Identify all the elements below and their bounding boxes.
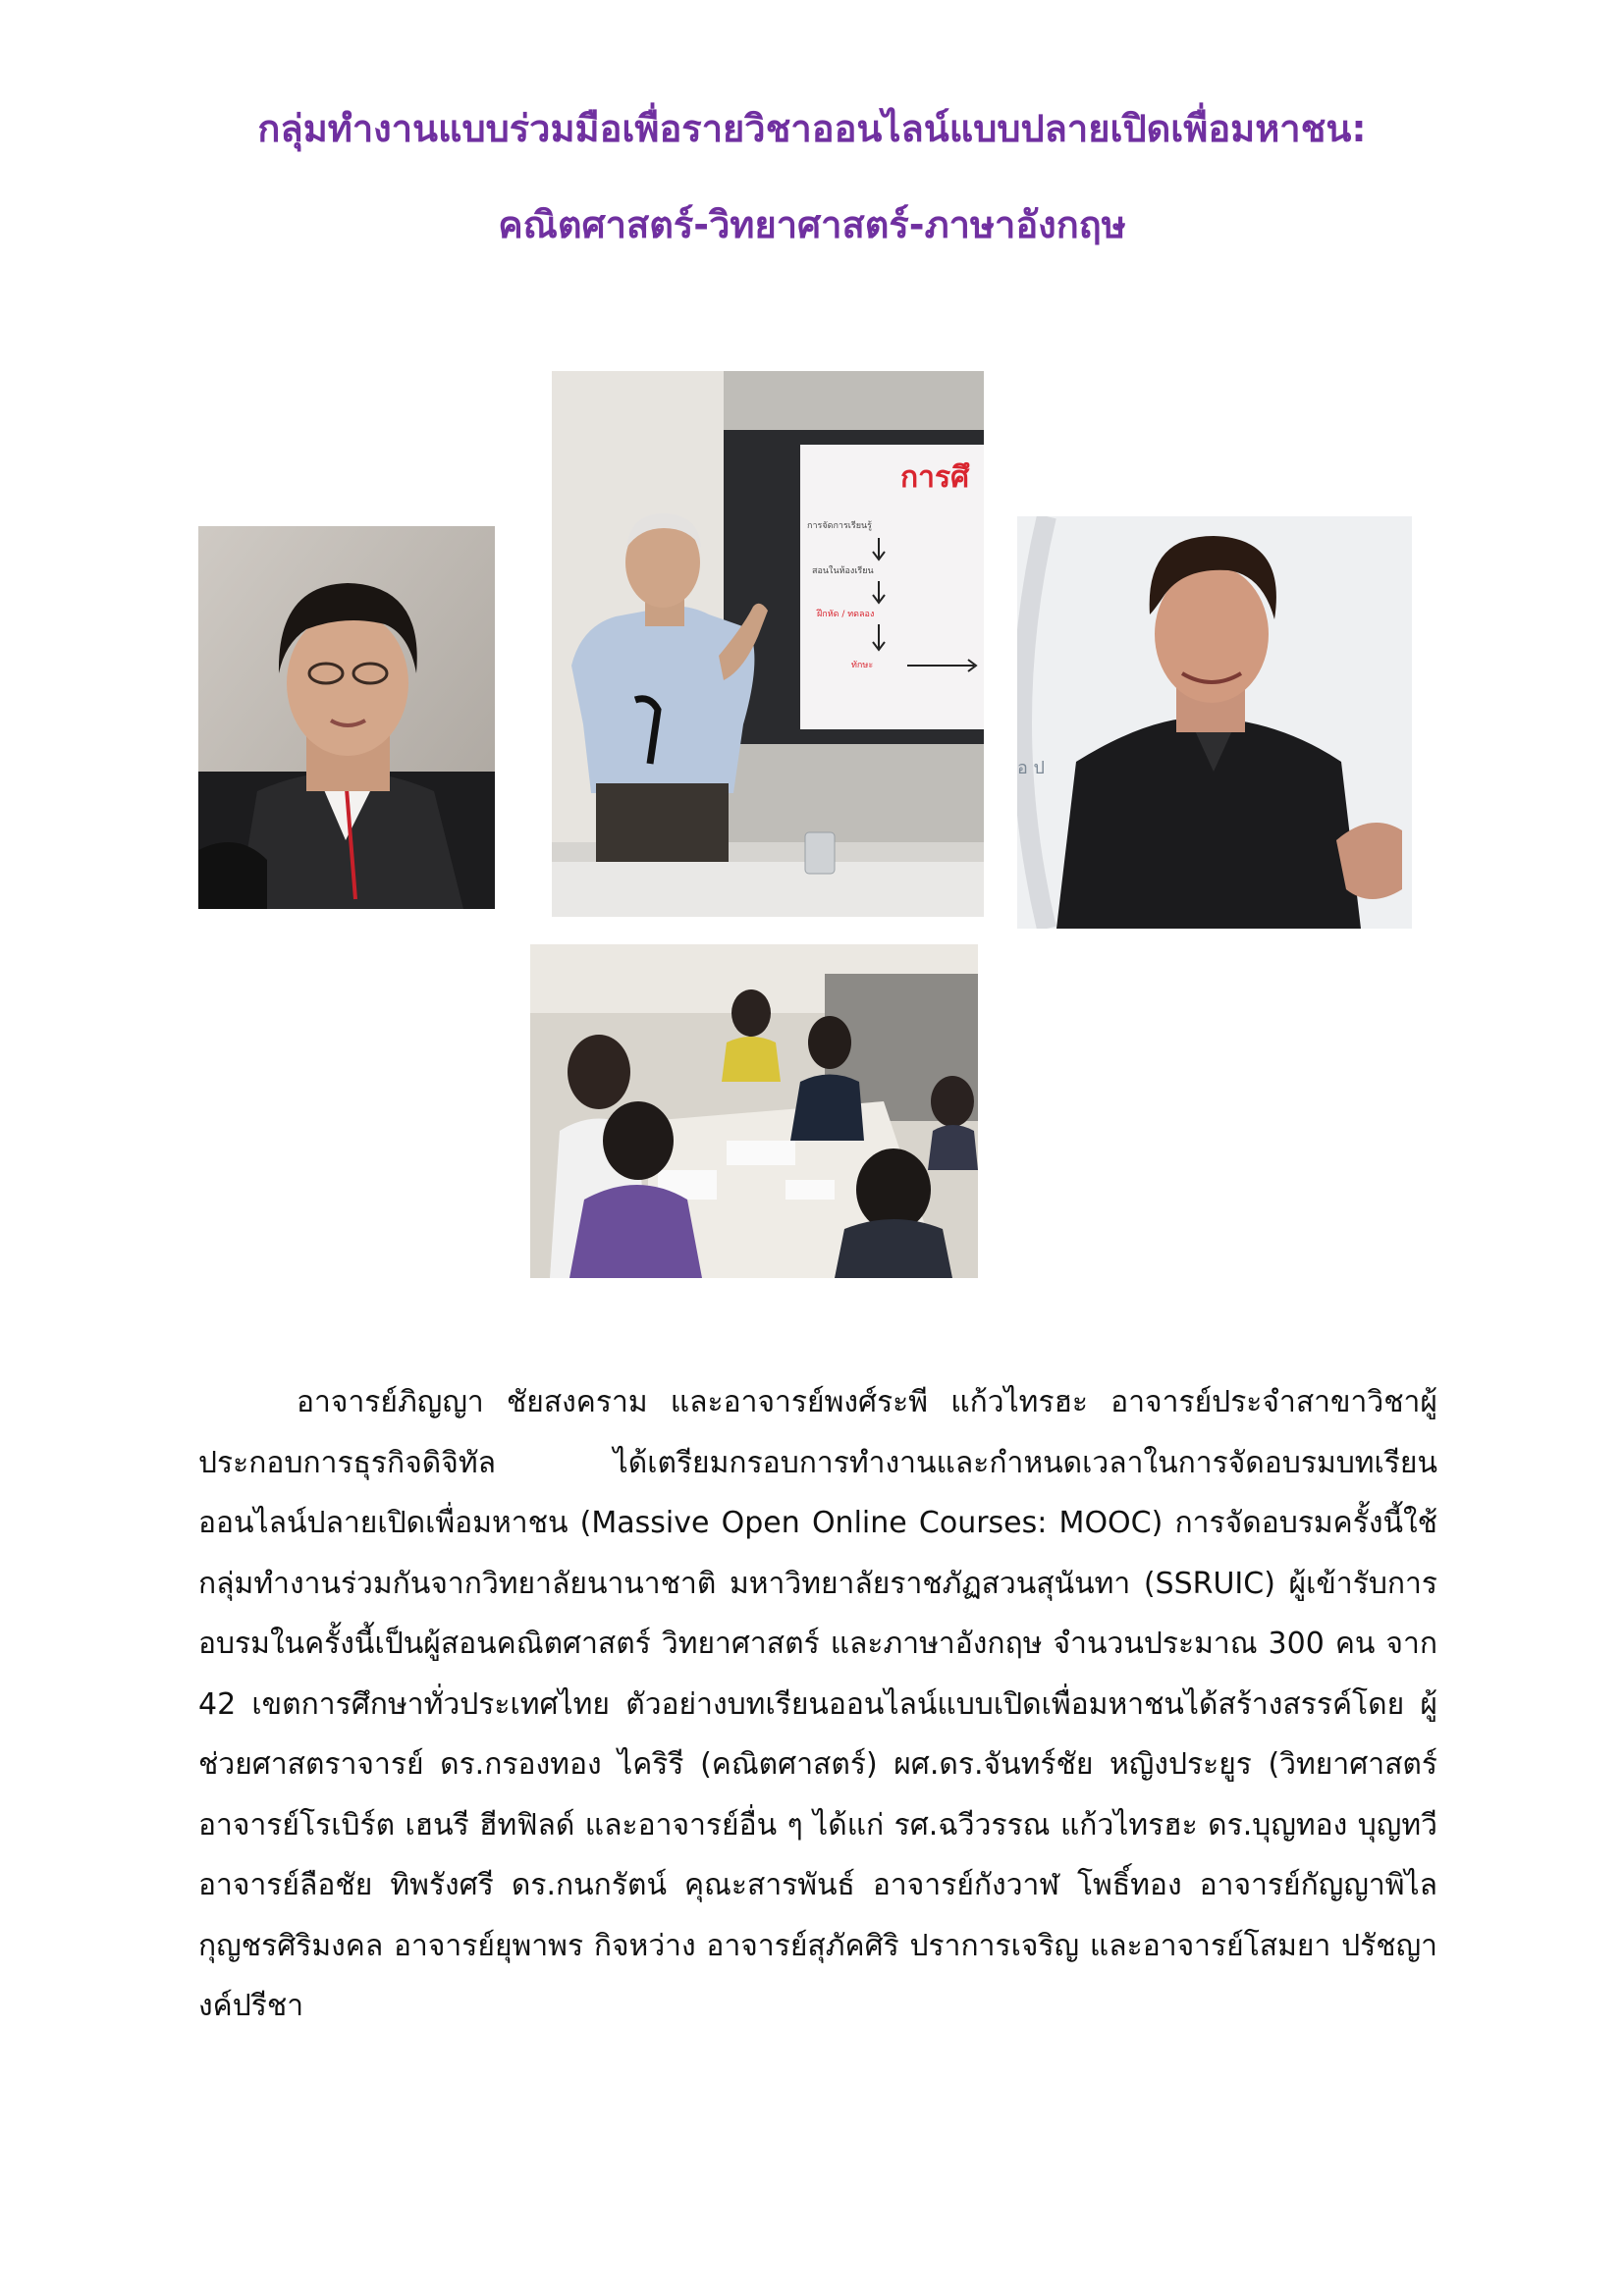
wall-text: อ ป: [1017, 758, 1045, 778]
photo-woman-portrait: [198, 526, 495, 909]
slide-item-2: สอนในห้องเรียน: [812, 566, 874, 576]
page-title: กลุ่มทำงานแบบร่วมมือเพื่อรายวิชาออนไลน์แบบปลายเปิดเพื่อมหาชน:: [257, 107, 1367, 150]
slide-item-4: ทักษะ: [851, 661, 874, 670]
photo-man-speaking: [1017, 516, 1412, 929]
slide-item-3: ฝึกหัด / ทดลอง: [817, 610, 875, 619]
photo-presenter: [552, 371, 984, 917]
photo-group-meeting: [530, 944, 978, 1278]
slide-item-1: การจัดการเรียนรู้: [807, 521, 872, 531]
page-subtitle: คณิตศาสตร์-วิทยาศาสตร์-ภาษาอังกฤษ: [498, 203, 1126, 246]
body-paragraph: อาจารย์ภิญญา ชัยสงคราม และอาจารย์พงศ์ระพี แก้วไทรฮะ อาจารย์ประจำสาขาวิชาผู้ประกอบการธุรกิจดิจิทัล ได้เตรียมกรอบการทำงานและกำหนดเวลาในการจัดอบรมบทเรียนออนไลน์ปลายเปิดเพื่อมหาชน (Massive Open Online Courses: MOOC) การจัดอบรมครั้งนี้ใช้กลุ่มทำงานร่วมกันจากวิทยาลัยนานาชาติ มหาวิทยาลัยราชภัฏสวนสุนันทา (SSRUIC) ผู้เข้ารับการอบรมในครั้งนี้เป็นผู้สอนคณิตศาสตร์ วิทยาศาสตร์ และภาษาอังกฤษ จำนวนประมาณ 300 คน จาก 42 เขตการศึกษาทั่วประเทศไทย ตัวอย่างบทเรียนออนไลน์แบบเปิดเพื่อมหาชนได้สร้างสรรค์โดย ผู้ช่วยศาสตราจารย์ ดร.กรองทอง ไคริรี (คณิตศาสตร์) ผศ.ดร.จันทร์ชัย หญิงประยูร (วิทยาศาสตร์ อาจารย์โรเบิร์ต เฮนรี ฮีทฟิลด์ และอาจารย์อื่น ๆ ได้แก่ รศ.ฉวีวรรณ แก้วไทรฮะ ดร.บุญทอง บุญทวี อาจารย์ลือชัย ทิพรังศรี ดร.กนกรัตน์ คุณะสารพันธ์ อาจารย์กังวาฬ โพธิ์ทอง อาจารย์กัญญาพิไล กุญชรศิริมงคล อาจารย์ยุพาพร กิจหว่าง อาจารย์สุภัคศิริ ปราการเจริญ และอาจารย์โสมยา ปรัชญางค์ปรีชา: [198, 1385, 1437, 2023]
slide-heading: การศึ: [900, 460, 970, 495]
